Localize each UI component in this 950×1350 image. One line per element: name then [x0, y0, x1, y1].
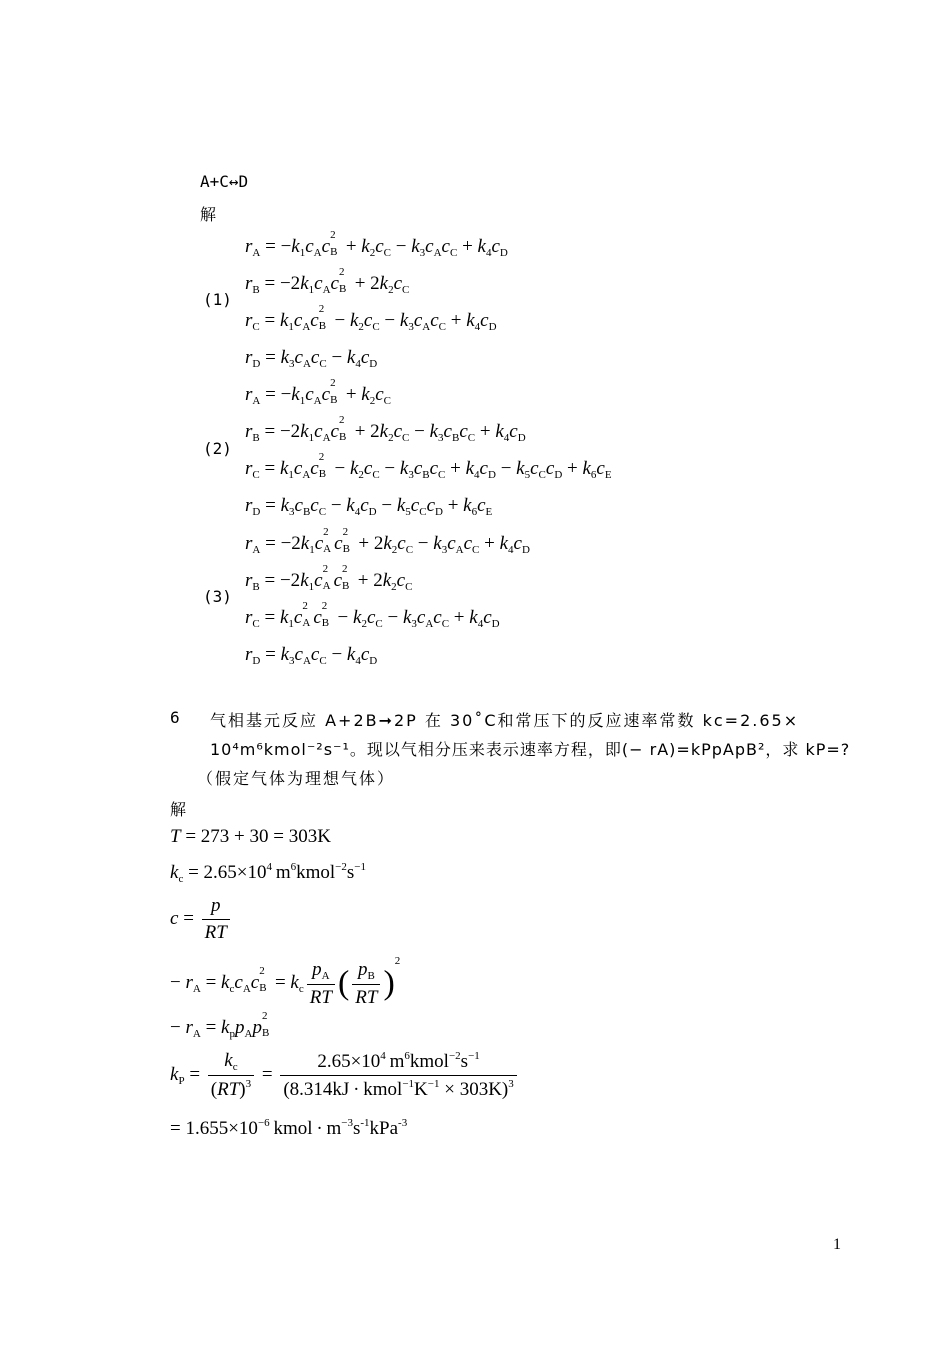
- solution-label: 解: [200, 205, 218, 224]
- eq-kc: $k_c = 2.65\times 10^4$ $m^6kmol^{-2}s^{-1}$: [170, 861, 367, 885]
- part2-eq-rA: $r_A = -k_1c_Ac$ 2 B + $k_2c_C$: [245, 377, 391, 407]
- part3-label: (3): [203, 587, 232, 606]
- eq-rate-concentration: − $r_A = k_cc_Ac$ 2 B = $k_c$ $\frac{p_A}{RT}$ ( $\frac{p_B}{RT}$ )$^2$: [170, 955, 401, 1008]
- problem-solution-label: 解: [170, 800, 188, 819]
- part1-eq-rC: $r_C = k_1c_Ac$ 2 B − $k_2c_C - k_3c_Ac_C + k_4c_D$: [245, 303, 497, 333]
- eq-temperature: T = 273 + 30 = 303K: [170, 826, 331, 847]
- eq-concentration: c = $\frac{p}{RT}$: [170, 895, 233, 944]
- problem-text-line3: （假定气体为理想气体）: [197, 769, 396, 788]
- part3-eq-rC: $r_C = k_1c$ 2 A c 2 B − $k_2c_C - k_3c_Ac_C + k_4c_D$: [245, 600, 500, 630]
- page-number: 1: [833, 1236, 841, 1253]
- eq-kp: $k_P$ = $\frac{k_c}{(RT)^3}$ = $\frac{2.65\times 10^4 m^6kmol^{-2}s^{-1}}{(8.314kJ \cdot kmol^{-1}K^{-1} \times 303K)^3}$: [170, 1050, 520, 1101]
- part3-eq-rD: $r_D = k_3c_Ac_C - k_4c_D$: [245, 644, 378, 667]
- part1-eq-rA: $r_A = -k_1c_Ac$ 2 B + $k_2c_C - k_3c_Ac_C + k_4c_D$: [245, 229, 508, 259]
- eq-result: = $1.655\times 10^{-6}$ kmol · $m^{-3}s^{-1}kPa^{-3}$: [170, 1117, 408, 1139]
- part3-eq-rA: $r_A = -2k_1c$ 2 A c 2 B + $2k_2c_C - k_3c_Ac_C + k_4c_D$: [245, 526, 530, 556]
- part1-eq-rB: $r_B = -2k_1c_Ac$ 2 B + $2k_2c_C$: [245, 266, 410, 296]
- part1-eq-rD: $r_D = k_3c_Ac_C - k_4c_D$: [245, 347, 378, 370]
- part2-eq-rB: $r_B = -2k_1c_Ac$ 2 B + $2k_2c_C - k_3c_Bc_C + k_4c_D$: [245, 414, 526, 444]
- problem-number: 6: [170, 708, 180, 727]
- reaction-line: A+C↔D: [200, 172, 249, 191]
- part2-label: (2): [203, 439, 232, 458]
- part2-eq-rC: $r_C = k_1c_Ac$ 2 B − $k_2c_C - k_3c_Bc_C + k_4c_D - k_5c_Cc_D + k_6c_E$: [245, 451, 612, 481]
- eq-rate-pressure: − $r_A = k_pp_Ap$ 2 B: [170, 1010, 270, 1040]
- problem-text-line1: 气相基元反应 A+2B➞2P 在 30˚C和常压下的反应速率常数 kc=2.65×: [210, 711, 800, 730]
- problem-text-line2: 10⁴m⁶kmol⁻²s⁻¹。现以气相分压来表示速率方程，即(− rA)=kPpApB²，求 kP=?: [210, 740, 851, 759]
- part2-eq-rD: $r_D = k_3c_Bc_C - k_4c_D - k_5c_Cc_D + k_6c_E$: [245, 495, 493, 518]
- part3-eq-rB: $r_B = -2k_1c$ 2 A c 2 B + $2k_2c_C$: [245, 563, 413, 593]
- part1-label: (1): [203, 290, 232, 309]
